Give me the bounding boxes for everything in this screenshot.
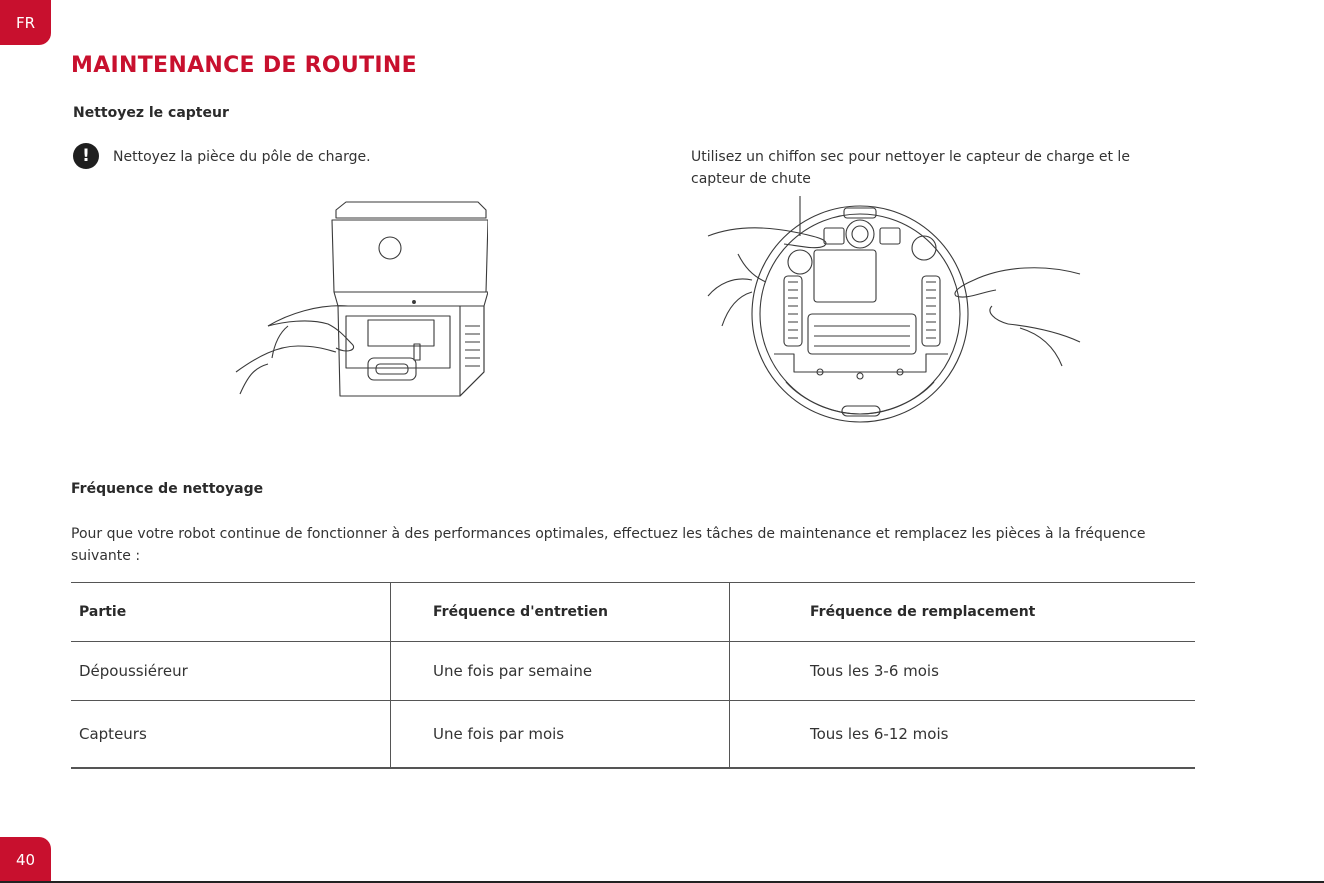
frequency-intro-line2: suivante : — [71, 548, 141, 564]
cell-replacement: Tous les 3-6 mois — [810, 662, 939, 680]
robot-underside-illustration — [704, 196, 1084, 436]
language-tab: FR — [0, 0, 51, 45]
cell-part: Dépoussiéreur — [71, 642, 391, 701]
table-header-row — [71, 583, 1195, 642]
cell-replacement: Tous les 6-12 mois — [810, 725, 949, 743]
sensor-heading: Nettoyez le capteur — [73, 105, 229, 121]
frequency-intro-line1: Pour que votre robot continue de fonctionner à des performances optimales, effectuez les tâches de maintenance et remplacez les pièces à la fréquence — [71, 526, 1146, 542]
page-number: 40 — [0, 837, 51, 883]
robot-instruction-line2: capteur de chute — [691, 171, 811, 187]
cell-part: Capteurs — [71, 701, 391, 769]
exclamation-icon: ! — [73, 143, 99, 169]
dock-instruction: Nettoyez la pièce du pôle de charge. — [113, 149, 371, 165]
table-row — [71, 701, 1195, 769]
table-row — [71, 642, 1195, 701]
page-title: MAINTENANCE DE ROUTINE — [71, 53, 417, 78]
header-part: Partie — [71, 583, 391, 642]
maintenance-table — [71, 582, 1195, 769]
header-replacement-frequency: Fréquence de remplacement — [810, 604, 1036, 620]
header-maintenance-frequency: Fréquence d'entretien — [391, 583, 730, 642]
cell-maintenance: Une fois par mois — [391, 701, 730, 769]
robot-instruction-line1: Utilisez un chiffon sec pour nettoyer le capteur de charge et le — [691, 149, 1130, 165]
frequency-heading: Fréquence de nettoyage — [71, 481, 264, 497]
charging-dock-illustration — [228, 196, 488, 402]
cell-maintenance: Une fois par semaine — [391, 642, 730, 701]
